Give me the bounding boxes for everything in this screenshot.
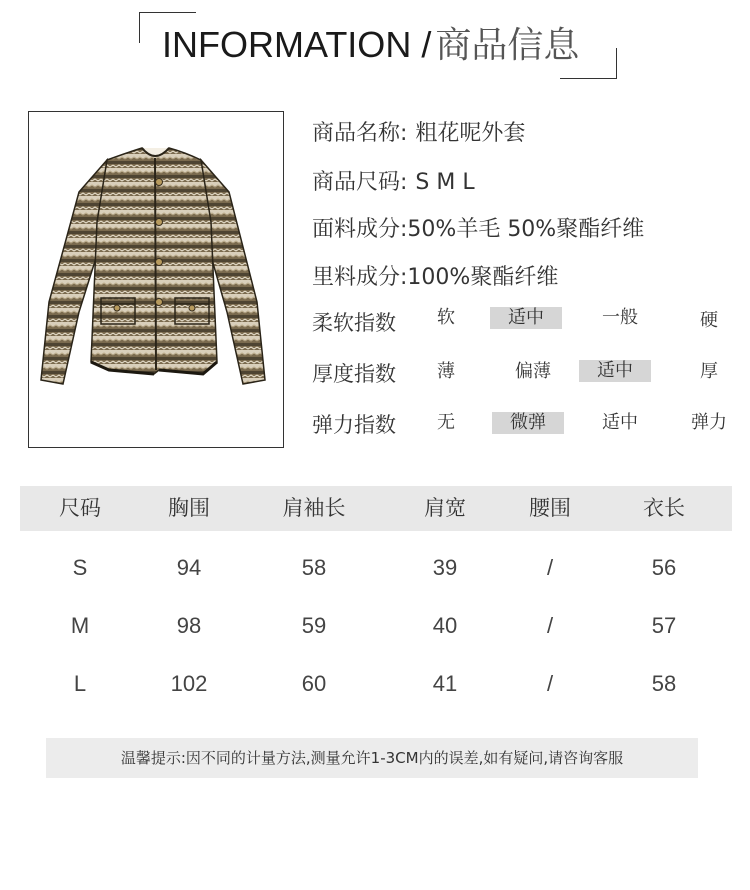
thickness-option: 薄 [437, 361, 455, 382]
table-cell: 59 [301, 613, 327, 638]
table-cell: L [73, 671, 87, 696]
tweed-jacket-photo [29, 112, 283, 447]
title-corner-bottom-right [560, 48, 617, 79]
title-separator: / [421, 24, 432, 65]
size-table-header [20, 486, 732, 531]
softness-option-selected: 适中 [490, 307, 562, 329]
table-cell: 60 [301, 671, 327, 696]
table-cell: M [70, 613, 90, 638]
column-header: 尺码 [59, 496, 101, 520]
title-en: INFORMATION [162, 24, 412, 65]
table-row [20, 597, 732, 655]
table-cell: / [546, 671, 554, 696]
info-name [312, 116, 525, 147]
column-header: 肩袖长 [282, 496, 346, 520]
softness-index-label: 柔软指数 [312, 311, 396, 335]
softness-option: 硬 [700, 310, 718, 331]
size-table [20, 486, 732, 713]
info-size-value: SML [415, 170, 482, 195]
info-size [312, 165, 482, 196]
table-row [20, 655, 732, 713]
table-cell: 56 [651, 555, 677, 580]
table-cell: / [546, 555, 554, 580]
table-cell: / [546, 613, 554, 638]
table-cell: 39 [432, 555, 458, 580]
info-name-label: 商品名称: [312, 121, 408, 146]
info-size-label: 商品尺码: [312, 170, 408, 195]
table-cell: 57 [651, 613, 677, 638]
table-cell: 58 [651, 671, 677, 696]
product-photo [28, 111, 284, 448]
thickness-option: 厚 [700, 361, 718, 382]
softness-option: 软 [437, 307, 455, 328]
table-cell: 102 [170, 671, 208, 696]
column-header: 衣长 [643, 496, 685, 520]
elasticity-option: 适中 [602, 412, 638, 433]
page-title [162, 20, 579, 70]
info-fabric [312, 212, 644, 243]
table-cell: 58 [301, 555, 327, 580]
table-cell: 98 [176, 613, 202, 638]
measurement-note: 温馨提示:因不同的计量方法,测量允许1-3CM内的误差,如有疑问,请咨询客服 [46, 738, 698, 778]
elasticity-option: 弹力 [691, 412, 727, 433]
info-lining-value: 100%聚酯纤维 [407, 265, 559, 290]
title-block [0, 0, 750, 90]
table-row [20, 539, 732, 597]
info-fabric-value: 50%羊毛 50%聚酯纤维 [407, 217, 645, 242]
column-header: 腰围 [529, 496, 571, 520]
softness-option: 一般 [602, 307, 638, 328]
elasticity-index-label: 弹力指数 [312, 413, 396, 437]
info-lining-label: 里料成分: [312, 265, 408, 290]
table-cell: 94 [176, 555, 202, 580]
info-lining [312, 260, 558, 291]
info-name-value: 粗花呢外套 [415, 121, 526, 146]
thickness-option-selected: 适中 [579, 360, 651, 382]
table-cell: 40 [432, 613, 458, 638]
table-cell: 41 [432, 671, 458, 696]
thickness-index-label: 厚度指数 [312, 362, 396, 386]
column-header: 肩宽 [424, 496, 466, 520]
title-cn: 商品信息 [435, 24, 580, 65]
column-header: 胸围 [168, 496, 210, 520]
elasticity-option: 无 [437, 412, 455, 433]
elasticity-option-selected: 微弹 [492, 412, 564, 434]
thickness-option: 偏薄 [515, 361, 551, 382]
info-fabric-label: 面料成分: [312, 217, 408, 242]
table-cell: S [72, 555, 88, 580]
